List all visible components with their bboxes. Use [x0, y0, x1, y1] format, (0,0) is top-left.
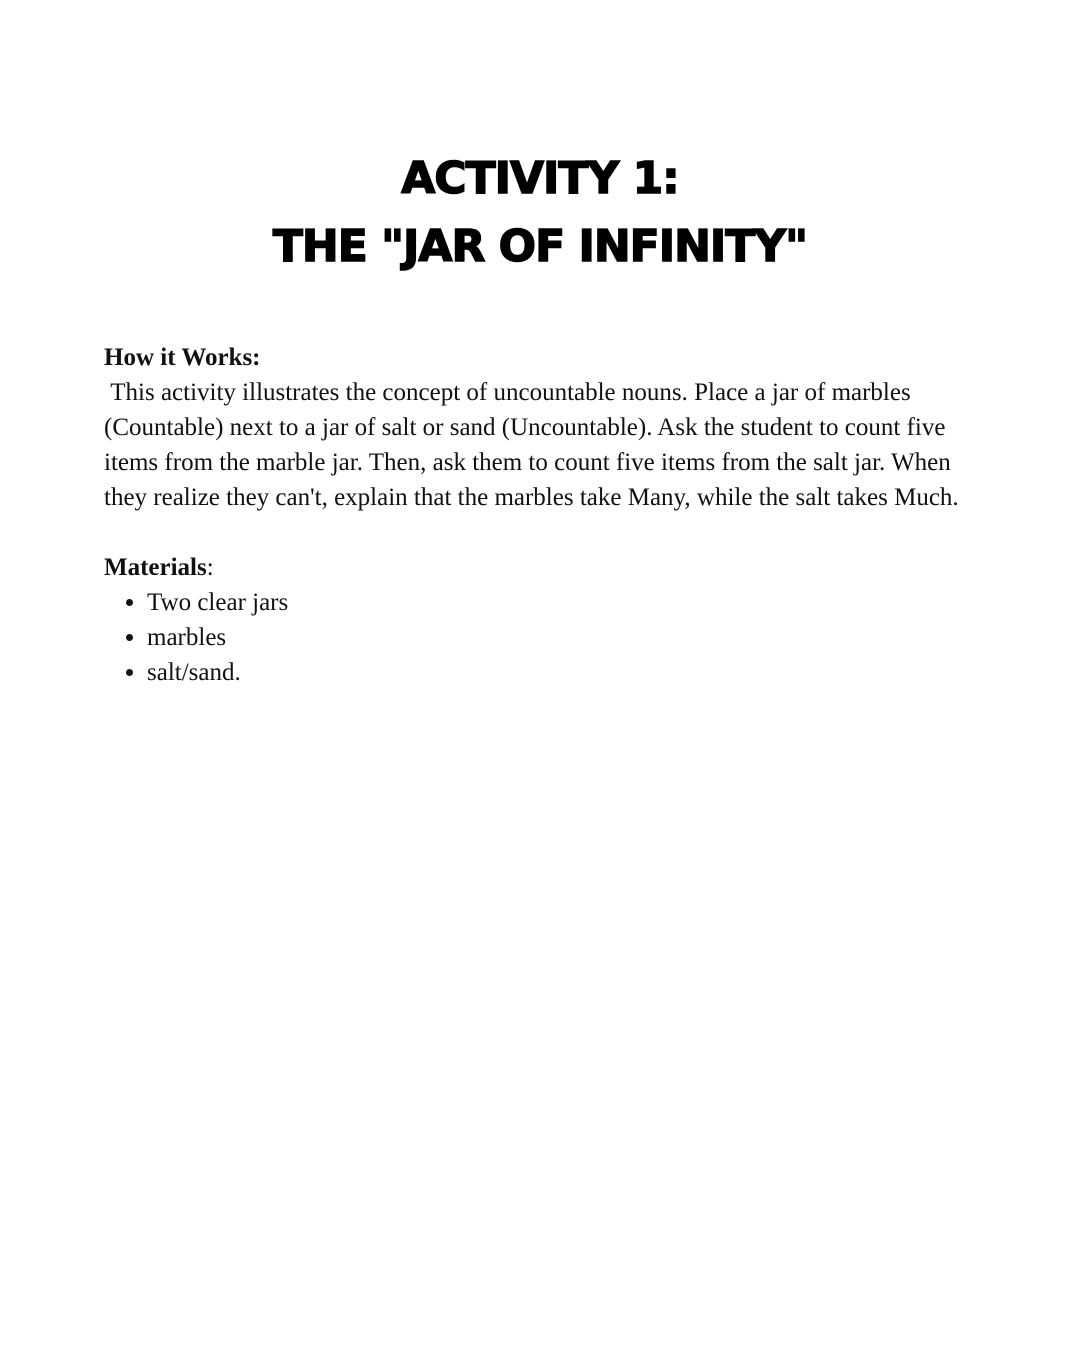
- how-it-works-heading: How it Works:: [104, 344, 261, 371]
- page-title: [0, 145, 1080, 281]
- list-item: • salt/sand.: [147, 655, 976, 690]
- title-line-1: ACTIVITY 1:: [401, 153, 679, 204]
- materials-list: [104, 585, 976, 690]
- list-item: • Two clear jars: [147, 585, 976, 620]
- content-body: [104, 340, 976, 690]
- materials-label: Materials: [104, 554, 207, 581]
- list-item: • marbles: [147, 620, 976, 655]
- how-it-works-body: This activity illustrates the concept of uncountable nouns. Place a jar of marbles (Countable) next to a jar of salt or sand (Uncountable). Ask the student to count five items from the marble jar. Then, ask them to count five items from the salt jar. When they realize they can't, explain that the marbles take Many, while the salt takes Much.: [104, 379, 959, 511]
- title-line-2: THE "JAR OF INFINITY": [272, 221, 808, 272]
- materials-section: [104, 550, 976, 690]
- materials-heading: [104, 550, 976, 585]
- materials-colon: :: [206, 554, 214, 581]
- how-it-works-section: [104, 340, 976, 515]
